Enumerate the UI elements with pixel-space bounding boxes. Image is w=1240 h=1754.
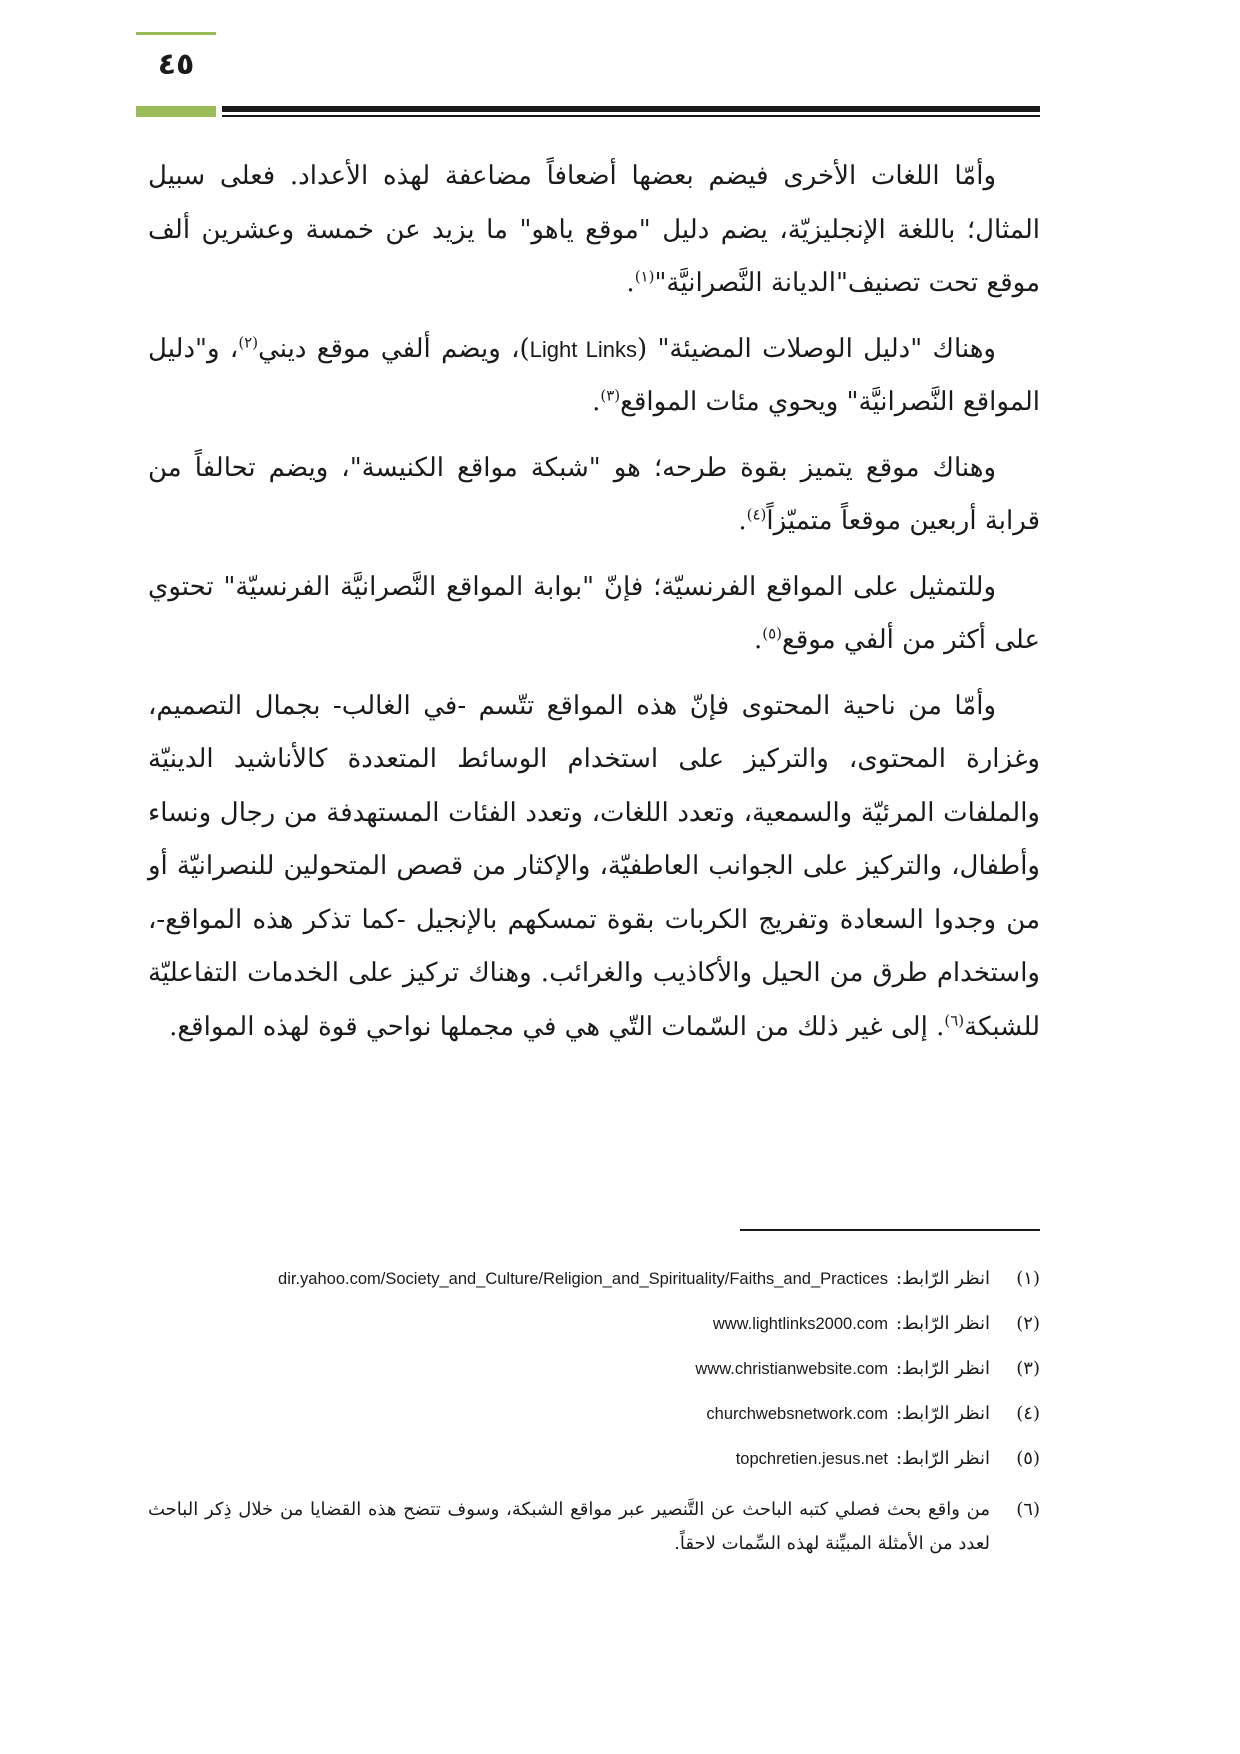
footnote-separator (740, 1229, 1040, 1231)
paragraph-text: ، و"دليل المواقع النَّصرانيَّة" ويحوي مئات المواقع (148, 333, 1040, 417)
header-accent-line (136, 32, 216, 35)
paragraph-text: . (592, 387, 601, 417)
paragraph-1 (148, 150, 1040, 311)
footnote-number: (٤) (1016, 1403, 1040, 1424)
body-text (148, 150, 1040, 1066)
footnote-link[interactable]: dir.yahoo.com/Society_and_Culture/Religion_and_Spirituality/Faiths_and_Practices (278, 1270, 888, 1288)
footnote-link[interactable]: www.lightlinks2000.com (712, 1315, 888, 1333)
footnote-ref[interactable]: (٦) (944, 1010, 965, 1029)
paragraph-4 (148, 561, 1040, 668)
paragraph-text: )، ويضم ألفي موقع ديني (258, 333, 530, 364)
footnote-link[interactable]: topchretien.jesus.net (735, 1450, 888, 1468)
footnote-number: (٢) (1016, 1313, 1040, 1334)
footnote-1 (148, 1268, 1040, 1313)
footnote-number: (٣) (1016, 1358, 1040, 1379)
footnote-2 (148, 1313, 1040, 1358)
footnote-number: (٦) (1016, 1499, 1040, 1520)
footnote-6 (148, 1493, 1040, 1561)
paragraph-text: وللتمثيل على المواقع الفرنسيّة؛ فإنّ "بوابة المواقع النَّصرانيَّة الفرنسيّة" تحتوي على أكثر من ألفي موقع (148, 571, 1040, 655)
footnote-number: (٥) (1016, 1448, 1040, 1469)
paragraph-text: وأمّا اللغات الأخرى فيضم بعضها أضعافاً مضاعفة لهذه الأعداد. فعلى سبيل المثال؛ باللغة الإنجليزيّة، يضم دليل "موقع ياهو" ما يزيد عن خمسة وعشرين ألف موقع تحت تصنيف"الديانة النَّصرانيَّة" (148, 161, 1040, 298)
latin-term: Light Links (529, 336, 637, 362)
paragraph-text: . (738, 506, 747, 536)
footnote-ref[interactable]: (١) (634, 267, 655, 286)
paragraph-text: . (753, 625, 763, 655)
paragraph-text: . إلى غير ذلك من السّمات التّي هي في مجملها نواحي قوة لهذه المواقع. (169, 1011, 945, 1042)
footnote-label: انظر الرّابط: (895, 1448, 990, 1469)
footnote-5 (148, 1448, 1040, 1493)
footnote-ref[interactable]: (٣) (600, 386, 621, 405)
footnote-label: انظر الرّابط: (895, 1358, 990, 1379)
footnote-3 (148, 1358, 1040, 1403)
paragraph-text: وهناك موقع يتميز بقوة طرحه؛ هو "شبكة مواقع الكنيسة"، ويضم تحالفاً من قرابة أربعين موقعاً متميّزاً (148, 452, 1040, 536)
footnote-text: من واقع بحث فصلي كتبه الباحث عن التَّنصير عبر مواقع الشبكة، وسوف تتضح هذه القضايا من خلال ذِكر الباحث لعدد من الأمثلة المبيِّنة لهذه السِّمات لاحقاً. (148, 1499, 990, 1554)
paragraph-3 (148, 442, 1040, 549)
footnote-label: انظر الرّابط: (895, 1268, 990, 1289)
footnote-link[interactable]: www.christianwebsite.com (695, 1360, 888, 1378)
footnote-label: انظر الرّابط: (895, 1403, 990, 1424)
header-rule-thick (222, 106, 1040, 112)
page-number: ٤٥ (157, 47, 195, 82)
paragraph-2 (148, 323, 1040, 430)
footnote-ref[interactable]: (٤) (746, 505, 767, 524)
header-accent-block (136, 106, 216, 117)
footnotes (148, 1268, 1040, 1561)
footnote-ref[interactable]: (٢) (238, 332, 259, 351)
footnote-number: (١) (1016, 1268, 1040, 1289)
footnote-label: انظر الرّابط: (895, 1313, 990, 1334)
footnote-link[interactable]: churchwebsnetwork.com (706, 1405, 888, 1423)
paragraph-text: وهناك "دليل الوصلات المضيئة" ( (636, 333, 996, 364)
footnote-4 (148, 1403, 1040, 1448)
paragraph-5 (148, 680, 1040, 1055)
paragraph-text: وأمّا من ناحية المحتوى فإنّ هذه المواقع تتّسم -في الغالب- بجمال التصميم، وغزارة المحتوى، والتركيز على استخدام الوسائط المتعددة كالأناشيد الدينيّة والملفات المرئيّة والسمعية، وتعدد اللغات، وتعدد الفئات المستهدفة من رجال ونساء وأطفال، والتركيز على الجوانب العاطفيّة، والإكثار من قصص المتحولين للنصرانيّة أو من وجدوا السعادة وتفريج الكربات بقوة تمسكهم بالإنجيل -كما تذكر هذه المواقع-، واستخدام طرق من الحيل والأكاذيب والغرائب. وهناك تركيز على الخدمات التفاعليّة للشبكة (148, 690, 1040, 1042)
paragraph-text: . (626, 268, 635, 298)
footnote-ref[interactable]: (٥) (762, 624, 783, 643)
header-rule-thin (222, 115, 1040, 117)
